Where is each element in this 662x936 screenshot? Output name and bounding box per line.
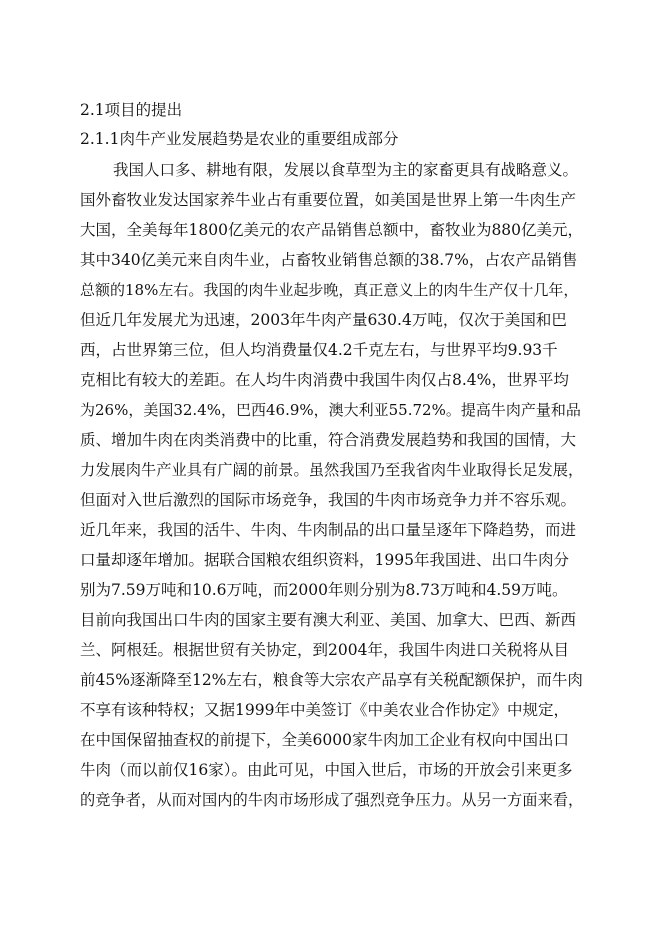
paragraph-line: 目前向我国出口牛肉的国家主要有澳大利亚、美国、加拿大、巴西、新西: [80, 611, 577, 629]
paragraph-line: 别为7.59万吨和10.6万吨，而2000年则分别为8.73万吨和4.59万吨。: [80, 581, 568, 599]
section-heading: 2.1项目的提出: [80, 101, 183, 119]
paragraph-line: 国外畜牧业发达国家养牛业占有重要位置，如美国是世界上第一牛肉生产: [80, 191, 577, 209]
paragraph-line: 克相比有较大的差距。在人均牛肉消费中我国牛肉仅占8.4%，世界平均: [80, 371, 569, 389]
paragraph-line: 西，占世界第三位，但人均消费量仅4.2千克左右，与世界平均9.93千: [80, 341, 558, 359]
paragraph-line: 总额的18%左右。我国的肉牛业起步晚，真正意义上的肉牛生产仅十几年，: [80, 281, 579, 299]
paragraph-line: 不享有该种特权；又据1999年中美签订《中美农业合作协定》中规定，: [80, 701, 569, 719]
paragraph-line: 其中340亿美元来自肉牛业，占畜牧业销售总额的38.7%，占农产品销售: [80, 251, 578, 269]
subsection-heading: 2.1.1肉牛产业发展趋势是农业的重要组成部分: [80, 130, 399, 148]
paragraph-line: 力发展肉牛产业具有广阔的前景。虽然我国乃至我省肉牛业取得长足发展，: [80, 461, 584, 479]
paragraph-line: 的竞争者，从而对国内的牛肉市场形成了强烈竞争压力。从另一方面来看，: [80, 791, 584, 809]
paragraph-line: 在中国保留抽查权的前提下，全美6000家牛肉加工企业有权向中国出口: [80, 731, 569, 749]
paragraph-line: 口量却逐年增加。据联合国粮农组织资料，1995年我国进、出口牛肉分: [80, 551, 569, 569]
paragraph-line: 兰、阿根廷。根据世贸有关协定，到2004年，我国牛肉进口关税将从目: [80, 641, 569, 659]
paragraph-line: 近几年来，我国的活牛、牛肉、牛肉制品的出口量呈逐年下降趋势，而进: [80, 521, 577, 539]
paragraph-line: 我国人口多、耕地有限，发展以食草型为主的家畜更具有战略意义。: [113, 161, 579, 179]
paragraph-line: 大国，全美每年1800亿美元的农产品销售总额中，畜牧业为880亿美元，: [80, 221, 584, 239]
paragraph-line: 但面对入世后激烈的国际市场竞争，我国的牛肉市场竞争力并不容乐观。: [80, 491, 577, 509]
paragraph-line: 前45%逐渐降至12%左右，粮食等大宗农产品享有关税配额保护，而牛肉: [80, 671, 583, 689]
paragraph-line: 牛肉（而以前仅16家）。由此可见，中国入世后，市场的开放会引来更多: [80, 761, 573, 779]
paragraph-line: 为26%，美国32.4%，巴西46.9%，澳大利亚55.72%。提高牛肉产量和品: [80, 401, 581, 419]
paragraph-line: 质、增加牛肉在肉类消费中的比重，符合消费发展趋势和我国的国情，大: [80, 431, 577, 449]
paragraph-line: 但近几年发展尤为迅速，2003年牛肉产量630.4万吨，仅次于美国和巴: [80, 311, 567, 329]
